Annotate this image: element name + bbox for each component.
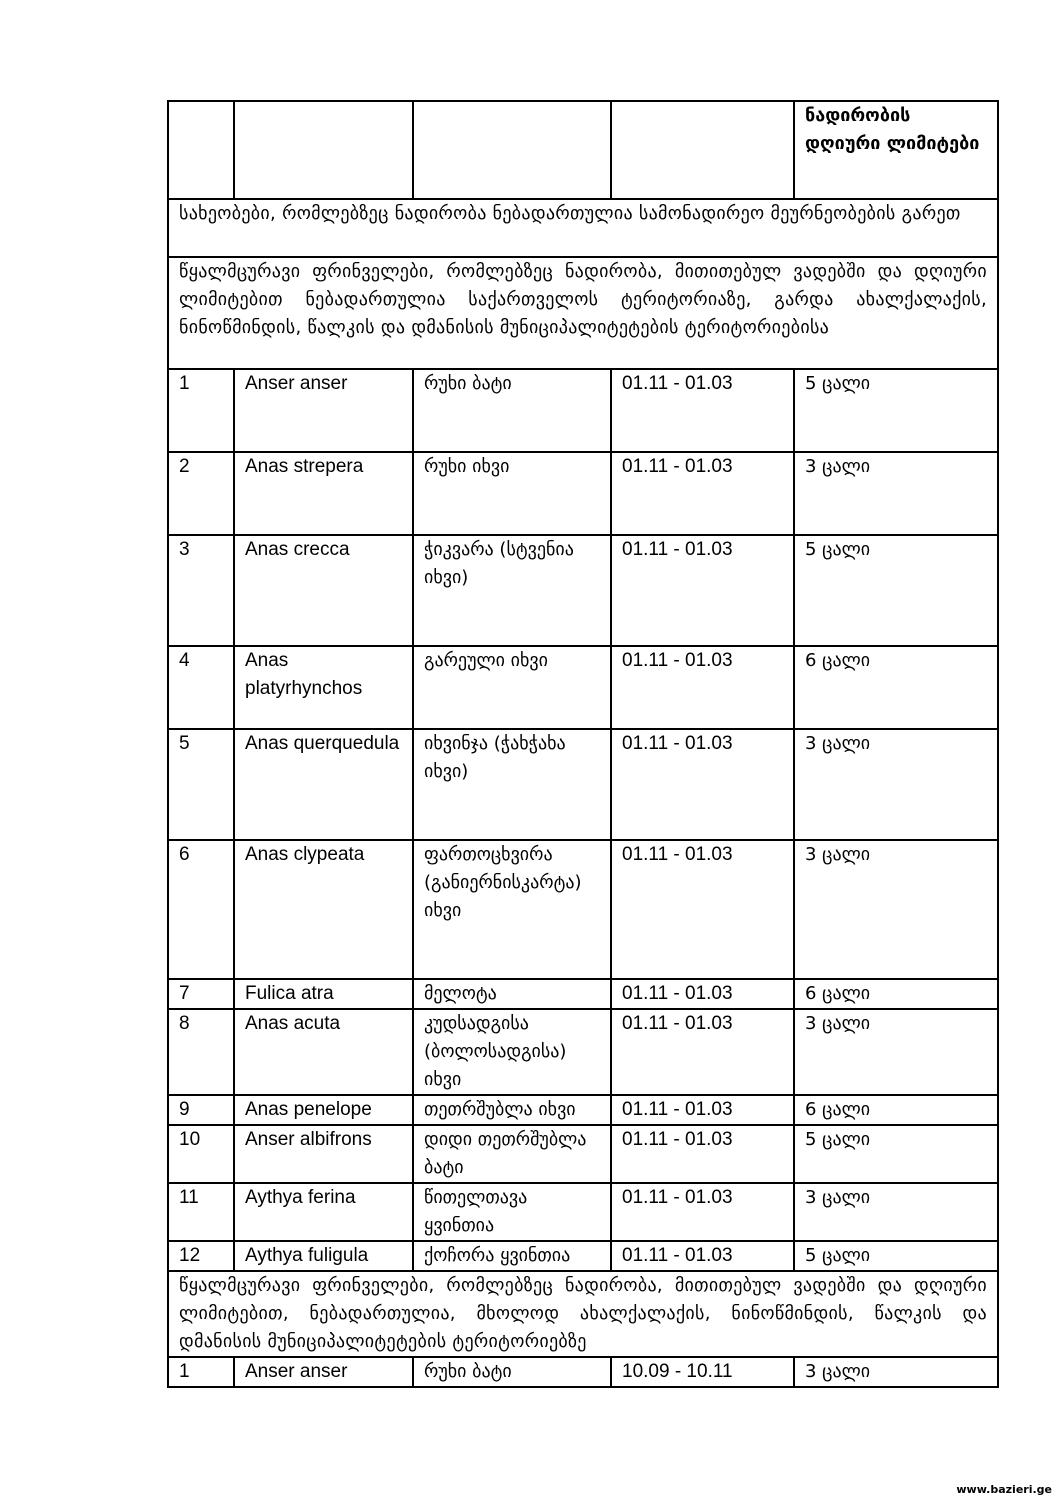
species-georgian: რუხი ბატი	[413, 369, 611, 452]
species-latin: Anas querquedula	[234, 729, 413, 840]
table-row	[168, 1183, 998, 1241]
species-latin: Fulica atra	[234, 979, 413, 1009]
daily-limit: 5 ცალი	[794, 369, 998, 452]
row-number: 1	[168, 1357, 234, 1387]
species-latin: Aythya ferina	[234, 1183, 413, 1241]
row-number: 12	[168, 1241, 234, 1271]
section-row	[168, 257, 998, 369]
season-dates: 01.11 - 01.03	[611, 840, 794, 979]
section-row	[168, 199, 998, 257]
species-georgian: კუდსადგისა (ბოლოსადგისა) იხვი	[413, 1009, 611, 1095]
table-row	[168, 369, 998, 452]
season-dates: 01.11 - 01.03	[611, 1009, 794, 1095]
species-latin: Anas acuta	[234, 1009, 413, 1095]
row-number: 5	[168, 729, 234, 840]
season-dates: 01.11 - 01.03	[611, 729, 794, 840]
daily-limit: 5 ცალი	[794, 1125, 998, 1183]
species-georgian: რუხი ბატი	[413, 1357, 611, 1387]
season-dates: 01.11 - 01.03	[611, 1241, 794, 1271]
species-georgian: იხვინჯა (ჭახჭახა იხვი)	[413, 729, 611, 840]
species-latin: Anas penelope	[234, 1095, 413, 1125]
header-cell-latin	[234, 101, 413, 199]
season-dates: 01.11 - 01.03	[611, 646, 794, 729]
species-georgian: რუხი იხვი	[413, 452, 611, 535]
daily-limit: 3 ცალი	[794, 1009, 998, 1095]
daily-limit: 6 ცალი	[794, 1095, 998, 1125]
daily-limit: 3 ცალი	[794, 729, 998, 840]
table-row	[168, 840, 998, 979]
species-latin: Anas strepera	[234, 452, 413, 535]
section-title-waterfowl-javakheti: წყალმცურავი ფრინველები, რომლებზეც ნადირობა, მითითებულ ვადებში და დღიური ლიმიტებით, ნებადართულია, მხოლოდ ახალქალაქის, ნინოწმინდის, წალკის და დმანისის მუნიციპალიტეტების ტერიტორიებზე	[168, 1271, 998, 1357]
row-number: 4	[168, 646, 234, 729]
row-number: 9	[168, 1095, 234, 1125]
header-cell-number	[168, 101, 234, 199]
species-georgian: ქოჩორა ყვინთია	[413, 1241, 611, 1271]
daily-limit: 5 ცალი	[794, 1241, 998, 1271]
hunting-limits-table	[167, 100, 999, 1388]
species-latin: Anser albifrons	[234, 1125, 413, 1183]
species-georgian: ჭიკვარა (სტვენია იხვი)	[413, 535, 611, 646]
season-dates: 01.11 - 01.03	[611, 979, 794, 1009]
species-latin: Anser anser	[234, 1357, 413, 1387]
daily-limit: 3 ცალი	[794, 452, 998, 535]
row-number: 11	[168, 1183, 234, 1241]
table-row	[168, 1095, 998, 1125]
daily-limit: 5 ცალი	[794, 535, 998, 646]
species-latin: Anas platyrhynchos	[234, 646, 413, 729]
row-number: 7	[168, 979, 234, 1009]
species-georgian: დიდი თეთრშუბლა ბატი	[413, 1125, 611, 1183]
season-dates: 01.11 - 01.03	[611, 535, 794, 646]
daily-limit: 3 ცალი	[794, 840, 998, 979]
species-georgian: წითელთავა ყვინთია	[413, 1183, 611, 1241]
table-row	[168, 979, 998, 1009]
table-row	[168, 452, 998, 535]
table-row	[168, 535, 998, 646]
table-row	[168, 1241, 998, 1271]
species-georgian: გარეული იხვი	[413, 646, 611, 729]
row-number: 3	[168, 535, 234, 646]
species-latin: Anas clypeata	[234, 840, 413, 979]
species-georgian: მელოტა	[413, 979, 611, 1009]
species-latin: Anser anser	[234, 369, 413, 452]
table-row	[168, 646, 998, 729]
table-row	[168, 1357, 998, 1387]
species-latin: Anas crecca	[234, 535, 413, 646]
daily-limit: 3 ცალი	[794, 1357, 998, 1387]
table-row	[168, 729, 998, 840]
season-dates: 01.11 - 01.03	[611, 1095, 794, 1125]
header-cell-georgian	[413, 101, 611, 199]
species-georgian: თეთრშუბლა იხვი	[413, 1095, 611, 1125]
season-dates: 01.11 - 01.03	[611, 1183, 794, 1241]
row-number: 10	[168, 1125, 234, 1183]
species-georgian: ფართოცხვირა (განიერნისკარტა) იხვი	[413, 840, 611, 979]
row-number: 6	[168, 840, 234, 979]
row-number: 1	[168, 369, 234, 452]
season-dates: 01.11 - 01.03	[611, 369, 794, 452]
table-row	[168, 1009, 998, 1095]
daily-limit: 3 ცალი	[794, 1183, 998, 1241]
daily-limit: 6 ცალი	[794, 979, 998, 1009]
header-row	[168, 101, 998, 199]
season-dates: 01.11 - 01.03	[611, 452, 794, 535]
site-watermark: www.bazieri.ge	[956, 1483, 1052, 1496]
table-row	[168, 1125, 998, 1183]
header-cell-dates	[611, 101, 794, 199]
season-dates: 10.09 - 10.11	[611, 1357, 794, 1387]
row-number: 8	[168, 1009, 234, 1095]
section-title-outside-reserves: სახეობები, რომლებზეც ნადირობა ნებადართულია სამონადირეო მეურნეობების გარეთ	[168, 199, 998, 257]
row-number: 2	[168, 452, 234, 535]
daily-limit: 6 ცალი	[794, 646, 998, 729]
section-row	[168, 1271, 998, 1357]
header-daily-limits: ნადირობის დღიური ლიმიტები	[794, 101, 998, 199]
season-dates: 01.11 - 01.03	[611, 1125, 794, 1183]
section-title-waterfowl-georgia: წყალმცურავი ფრინველები, რომლებზეც ნადირობა, მითითებულ ვადებში და დღიური ლიმიტებით ნებადართულია საქართველოს ტერიტორიაზე, გარდა ახალქალაქის, ნინოწმინდის, წალკის და დმანისის მუნიციპალიტეტების ტერიტორიებისა	[168, 257, 998, 369]
species-latin: Aythya fuligula	[234, 1241, 413, 1271]
